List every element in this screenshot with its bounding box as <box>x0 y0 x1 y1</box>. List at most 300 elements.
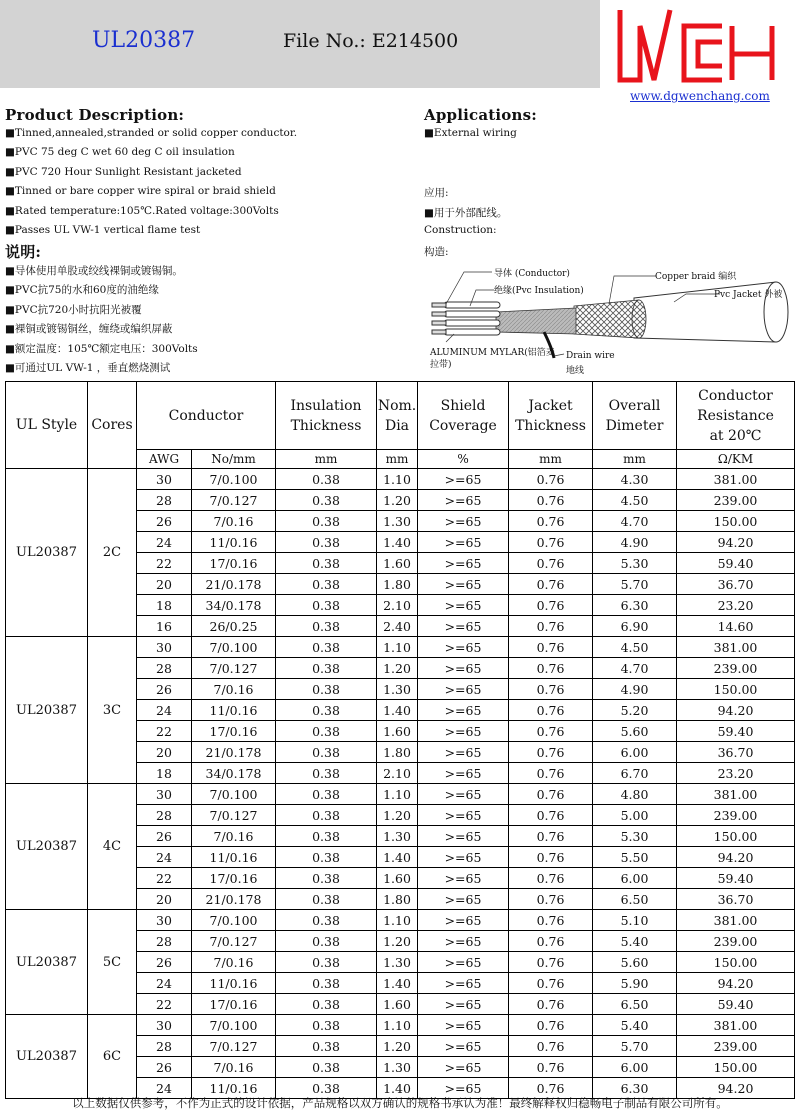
cell-overall: 4.50 <box>593 490 677 511</box>
cell-awg: 28 <box>137 805 192 826</box>
cell-resistance: 381.00 <box>677 637 795 658</box>
cell-ul-style: UL20387 <box>6 469 88 637</box>
cell-insulation: 0.38 <box>276 784 377 805</box>
cell-insulation: 0.38 <box>276 469 377 490</box>
cell-resistance: 36.70 <box>677 742 795 763</box>
cn-desc-item: ■额定温度：105℃额定电压：300Volts <box>5 343 198 355</box>
cell-awg: 24 <box>137 700 192 721</box>
cell-jacket: 0.76 <box>509 574 593 595</box>
cell-resistance: 59.40 <box>677 994 795 1015</box>
cell-insulation: 0.38 <box>276 973 377 994</box>
cell-nom-dia: 1.10 <box>377 784 418 805</box>
cell-awg: 20 <box>137 742 192 763</box>
cable-construction-diagram <box>424 262 794 378</box>
cell-strand: 7/0.16 <box>192 826 276 847</box>
cell-strand: 11/0.16 <box>192 847 276 868</box>
cell-nom-dia: 1.30 <box>377 1057 418 1078</box>
cell-shield: >=65 <box>418 910 509 931</box>
label-drain-wire: Drain wire <box>566 351 615 361</box>
cell-strand: 7/0.100 <box>192 469 276 490</box>
cell-awg: 24 <box>137 973 192 994</box>
cell-insulation: 0.38 <box>276 1078 377 1099</box>
label-conductor: 导体 (Conductor) <box>494 269 570 279</box>
cell-shield: >=65 <box>418 553 509 574</box>
cell-nom-dia: 1.10 <box>377 637 418 658</box>
cell-resistance: 23.20 <box>677 763 795 784</box>
cell-strand: 21/0.178 <box>192 574 276 595</box>
cell-nom-dia: 1.10 <box>377 1015 418 1036</box>
cell-strand: 7/0.100 <box>192 637 276 658</box>
cell-insulation: 0.38 <box>276 658 377 679</box>
cell-jacket: 0.76 <box>509 721 593 742</box>
cell-shield: >=65 <box>418 721 509 742</box>
cell-cores: 5C <box>88 910 137 1015</box>
cell-nom-dia: 1.80 <box>377 574 418 595</box>
cell-jacket: 0.76 <box>509 763 593 784</box>
cell-awg: 26 <box>137 679 192 700</box>
cell-nom-dia: 1.60 <box>377 868 418 889</box>
cell-shield: >=65 <box>418 952 509 973</box>
cell-shield: >=65 <box>418 574 509 595</box>
cell-shield: >=65 <box>418 637 509 658</box>
cell-insulation: 0.38 <box>276 532 377 553</box>
col-jacket-line2: Thickness <box>515 417 586 434</box>
cell-awg: 24 <box>137 1078 192 1099</box>
cell-resistance: 239.00 <box>677 805 795 826</box>
cell-awg: 24 <box>137 847 192 868</box>
cell-jacket: 0.76 <box>509 1015 593 1036</box>
col-insulation-line1: Insulation <box>290 397 362 414</box>
cell-strand: 7/0.100 <box>192 910 276 931</box>
cell-ul-style: UL20387 <box>6 910 88 1015</box>
cell-strand: 11/0.16 <box>192 532 276 553</box>
cell-jacket: 0.76 <box>509 511 593 532</box>
cell-jacket: 0.76 <box>509 910 593 931</box>
cell-jacket: 0.76 <box>509 994 593 1015</box>
table-row <box>6 1015 795 1036</box>
cell-overall: 6.50 <box>593 994 677 1015</box>
cell-shield: >=65 <box>418 1036 509 1057</box>
cell-shield: >=65 <box>418 490 509 511</box>
cell-shield: >=65 <box>418 889 509 910</box>
cell-strand: 7/0.127 <box>192 1036 276 1057</box>
desc-item: ■Rated temperature:105℃.Rated voltage:300Volts <box>5 205 279 217</box>
cell-resistance: 239.00 <box>677 931 795 952</box>
unit-insulation: mm <box>276 450 377 469</box>
cell-overall: 6.50 <box>593 889 677 910</box>
cell-strand: 7/0.127 <box>192 805 276 826</box>
cell-overall: 6.00 <box>593 868 677 889</box>
cell-overall: 5.40 <box>593 1015 677 1036</box>
desc-item: ■Passes UL VW-1 vertical flame test <box>5 224 201 236</box>
cell-jacket: 0.76 <box>509 616 593 637</box>
desc-item: ■Tinned or bare copper wire spiral or braid shield <box>5 185 276 197</box>
cell-resistance: 150.00 <box>677 952 795 973</box>
cell-resistance: 239.00 <box>677 658 795 679</box>
cell-shield: >=65 <box>418 931 509 952</box>
cell-strand: 21/0.178 <box>192 889 276 910</box>
cell-strand: 11/0.16 <box>192 1078 276 1099</box>
cell-resistance: 150.00 <box>677 511 795 532</box>
cell-awg: 18 <box>137 763 192 784</box>
cell-overall: 5.60 <box>593 952 677 973</box>
col-shield-line2: Coverage <box>429 417 497 434</box>
cell-awg: 20 <box>137 889 192 910</box>
cell-overall: 5.10 <box>593 910 677 931</box>
unit-jacket: mm <box>509 450 593 469</box>
cell-resistance: 381.00 <box>677 784 795 805</box>
col-nom-line2: Dia <box>384 417 410 434</box>
cn-desc-item: ■PVC抗75的水和60度的油绝缘 <box>5 284 159 296</box>
cell-overall: 5.60 <box>593 721 677 742</box>
cell-shield: >=65 <box>418 1057 509 1078</box>
cell-nom-dia: 1.40 <box>377 1078 418 1099</box>
company-logo <box>612 4 780 86</box>
cell-resistance: 94.20 <box>677 847 795 868</box>
cell-jacket: 0.76 <box>509 658 593 679</box>
cell-jacket: 0.76 <box>509 868 593 889</box>
col-insulation-line2: Thickness <box>290 417 362 434</box>
table-row <box>6 469 795 490</box>
cell-awg: 26 <box>137 952 192 973</box>
cell-nom-dia: 1.10 <box>377 469 418 490</box>
construction-heading: Construction: <box>424 224 497 236</box>
cell-insulation: 0.38 <box>276 490 377 511</box>
label-mylar: ALUMINUM MYLAR(铝箔麦 <box>430 348 555 358</box>
cell-jacket: 0.76 <box>509 742 593 763</box>
label-braid: Copper braid 编织 <box>655 272 737 282</box>
cell-jacket: 0.76 <box>509 1078 593 1099</box>
cell-awg: 22 <box>137 553 192 574</box>
cell-insulation: 0.38 <box>276 637 377 658</box>
cell-nom-dia: 1.40 <box>377 973 418 994</box>
cell-nom-dia: 1.40 <box>377 700 418 721</box>
cell-nom-dia: 1.20 <box>377 490 418 511</box>
col-resistance <box>677 382 795 450</box>
cn-desc-item: ■PVC抗720小时抗阳光被覆 <box>5 304 142 316</box>
cell-strand: 7/0.127 <box>192 658 276 679</box>
cell-resistance: 150.00 <box>677 679 795 700</box>
col-shield <box>418 382 509 450</box>
cell-resistance: 94.20 <box>677 532 795 553</box>
cell-overall: 5.20 <box>593 700 677 721</box>
cell-shield: >=65 <box>418 868 509 889</box>
cell-overall: 4.90 <box>593 532 677 553</box>
col-cores: Cores <box>88 382 137 469</box>
cell-awg: 26 <box>137 511 192 532</box>
cell-resistance: 94.20 <box>677 973 795 994</box>
col-ul-style: UL Style <box>6 382 88 469</box>
cell-resistance: 94.20 <box>677 700 795 721</box>
unit-shield: % <box>418 450 509 469</box>
unit-awg: AWG <box>137 450 192 469</box>
unit-no-mm: No/mm <box>192 450 276 469</box>
cell-shield: >=65 <box>418 532 509 553</box>
cell-resistance: 239.00 <box>677 1036 795 1057</box>
table-header-row <box>6 382 795 450</box>
cell-awg: 16 <box>137 616 192 637</box>
specification-table-body <box>6 469 795 1099</box>
product-description-heading: Product Description: <box>5 106 185 124</box>
cell-insulation: 0.38 <box>276 616 377 637</box>
cell-nom-dia: 1.10 <box>377 910 418 931</box>
disclaimer-footer: 以上数据仅供参考，不作为正式的设计依据，产品规格以双方确认的规格书承认为准！最终解释权归稳畅电子制品有限公司所有。 <box>72 1096 728 1110</box>
cell-strand: 17/0.16 <box>192 721 276 742</box>
cell-shield: >=65 <box>418 742 509 763</box>
col-overall <box>593 382 677 450</box>
cell-shield: >=65 <box>418 784 509 805</box>
cell-jacket: 0.76 <box>509 1057 593 1078</box>
cell-nom-dia: 1.20 <box>377 931 418 952</box>
col-nom-dia <box>377 382 418 450</box>
desc-item: ■PVC 720 Hour Sunlight Resistant jacketed <box>5 166 242 178</box>
cell-nom-dia: 2.10 <box>377 595 418 616</box>
cell-overall: 4.30 <box>593 469 677 490</box>
cell-shield: >=65 <box>418 658 509 679</box>
cell-nom-dia: 1.20 <box>377 1036 418 1057</box>
cell-strand: 11/0.16 <box>192 700 276 721</box>
cell-insulation: 0.38 <box>276 553 377 574</box>
col-overall-line2: Dimeter <box>605 417 664 434</box>
application-item: ■External wiring <box>424 127 517 139</box>
cell-insulation: 0.38 <box>276 805 377 826</box>
col-nom-line1: Nom. <box>377 397 417 414</box>
cell-strand: 7/0.100 <box>192 784 276 805</box>
cell-strand: 26/0.25 <box>192 616 276 637</box>
cell-awg: 30 <box>137 637 192 658</box>
cell-awg: 28 <box>137 658 192 679</box>
cell-strand: 7/0.16 <box>192 679 276 700</box>
cell-overall: 5.90 <box>593 973 677 994</box>
cell-nom-dia: 1.80 <box>377 889 418 910</box>
col-resistance-line3: at 20℃ <box>709 427 762 444</box>
cell-jacket: 0.76 <box>509 805 593 826</box>
cell-awg: 18 <box>137 595 192 616</box>
label-insulation: 绝缘(Pvc Insulation) <box>494 286 584 296</box>
cell-nom-dia: 1.30 <box>377 679 418 700</box>
cell-strand: 17/0.16 <box>192 553 276 574</box>
cell-nom-dia: 2.10 <box>377 763 418 784</box>
cell-resistance: 239.00 <box>677 490 795 511</box>
cell-ul-style: UL20387 <box>6 637 88 784</box>
cell-shield: >=65 <box>418 994 509 1015</box>
cell-awg: 28 <box>137 931 192 952</box>
cell-overall: 5.70 <box>593 1036 677 1057</box>
cell-strand: 7/0.100 <box>192 1015 276 1036</box>
cell-awg: 30 <box>137 784 192 805</box>
cn-applications-heading: 应用: <box>424 187 449 199</box>
cell-resistance: 150.00 <box>677 1057 795 1078</box>
cell-nom-dia: 1.40 <box>377 532 418 553</box>
cell-insulation: 0.38 <box>276 574 377 595</box>
cell-ul-style: UL20387 <box>6 784 88 910</box>
cell-jacket: 0.76 <box>509 532 593 553</box>
cell-strand: 7/0.127 <box>192 490 276 511</box>
cell-insulation: 0.38 <box>276 742 377 763</box>
cell-strand: 7/0.16 <box>192 511 276 532</box>
col-jacket <box>509 382 593 450</box>
model-title: UL20387 <box>92 28 196 53</box>
cell-shield: >=65 <box>418 763 509 784</box>
cell-strand: 7/0.16 <box>192 952 276 973</box>
cell-nom-dia: 1.80 <box>377 742 418 763</box>
cell-awg: 22 <box>137 868 192 889</box>
cell-jacket: 0.76 <box>509 1036 593 1057</box>
col-shield-line1: Shield <box>440 397 486 414</box>
cell-jacket: 0.76 <box>509 847 593 868</box>
cell-shield: >=65 <box>418 469 509 490</box>
file-number: File No.: E214500 <box>283 30 459 52</box>
cn-desc-item: ■导体使用单股或绞线裸铜或镀锡铜。 <box>5 265 183 277</box>
cell-nom-dia: 1.20 <box>377 805 418 826</box>
cell-awg: 22 <box>137 994 192 1015</box>
cell-awg: 22 <box>137 721 192 742</box>
table-row <box>6 637 795 658</box>
cn-desc-item: ■可通过UL VW-1 ，垂直燃烧测试 <box>5 362 171 374</box>
cell-overall: 6.00 <box>593 1057 677 1078</box>
cell-nom-dia: 1.40 <box>377 847 418 868</box>
cell-insulation: 0.38 <box>276 994 377 1015</box>
cell-jacket: 0.76 <box>509 595 593 616</box>
cell-cores: 2C <box>88 469 137 637</box>
cell-jacket: 0.76 <box>509 553 593 574</box>
cn-description-heading: 说明: <box>5 243 42 261</box>
cell-overall: 4.80 <box>593 784 677 805</box>
desc-item: ■PVC 75 deg C wet 60 deg C oil insulation <box>5 146 235 158</box>
cell-insulation: 0.38 <box>276 826 377 847</box>
cell-insulation: 0.38 <box>276 763 377 784</box>
specification-table <box>5 381 795 1099</box>
cell-nom-dia: 1.60 <box>377 553 418 574</box>
label-jacket: Pvc Jacket 外被 <box>714 290 783 300</box>
unit-nom-dia: mm <box>377 450 418 469</box>
cn-application-item: ■用于外部配线。 <box>424 207 508 219</box>
cell-strand: 17/0.16 <box>192 868 276 889</box>
cell-nom-dia: 1.30 <box>377 826 418 847</box>
cell-overall: 6.90 <box>593 616 677 637</box>
cell-cores: 4C <box>88 784 137 910</box>
cell-overall: 5.30 <box>593 553 677 574</box>
cell-awg: 30 <box>137 1015 192 1036</box>
cell-resistance: 59.40 <box>677 721 795 742</box>
cell-insulation: 0.38 <box>276 868 377 889</box>
cell-resistance: 150.00 <box>677 826 795 847</box>
col-resistance-line1: Conductor <box>698 387 773 404</box>
cell-insulation: 0.38 <box>276 679 377 700</box>
cell-awg: 30 <box>137 469 192 490</box>
cell-overall: 4.70 <box>593 658 677 679</box>
cell-shield: >=65 <box>418 973 509 994</box>
cell-jacket: 0.76 <box>509 952 593 973</box>
cn-construction-heading: 构造: <box>424 246 449 258</box>
cell-overall: 6.00 <box>593 742 677 763</box>
cell-awg: 24 <box>137 532 192 553</box>
cell-jacket: 0.76 <box>509 490 593 511</box>
cell-awg: 28 <box>137 1036 192 1057</box>
col-insulation <box>276 382 377 450</box>
cell-nom-dia: 1.30 <box>377 511 418 532</box>
cell-resistance: 381.00 <box>677 469 795 490</box>
table-row <box>6 910 795 931</box>
cell-strand: 7/0.127 <box>192 931 276 952</box>
cell-strand: 21/0.178 <box>192 742 276 763</box>
cell-resistance: 94.20 <box>677 1078 795 1099</box>
cell-shield: >=65 <box>418 511 509 532</box>
desc-item: ■Tinned,annealed,stranded or solid copper conductor. <box>5 127 298 139</box>
cell-awg: 28 <box>137 490 192 511</box>
cell-insulation: 0.38 <box>276 1057 377 1078</box>
cell-jacket: 0.76 <box>509 889 593 910</box>
cell-ul-style: UL20387 <box>6 1015 88 1099</box>
cell-shield: >=65 <box>418 826 509 847</box>
cell-insulation: 0.38 <box>276 847 377 868</box>
cell-overall: 6.30 <box>593 595 677 616</box>
cell-overall: 4.50 <box>593 637 677 658</box>
cell-overall: 4.90 <box>593 679 677 700</box>
cell-jacket: 0.76 <box>509 784 593 805</box>
cell-shield: >=65 <box>418 595 509 616</box>
cell-resistance: 36.70 <box>677 889 795 910</box>
cell-shield: >=65 <box>418 679 509 700</box>
cell-jacket: 0.76 <box>509 679 593 700</box>
cell-shield: >=65 <box>418 847 509 868</box>
cell-overall: 5.50 <box>593 847 677 868</box>
cn-desc-item: ■裸铜或镀锡铜丝，缠绕或编织屏蔽 <box>5 323 173 335</box>
cell-nom-dia: 1.60 <box>377 994 418 1015</box>
cell-insulation: 0.38 <box>276 889 377 910</box>
cell-nom-dia: 2.40 <box>377 616 418 637</box>
cell-resistance: 23.20 <box>677 595 795 616</box>
cell-insulation: 0.38 <box>276 1036 377 1057</box>
cell-jacket: 0.76 <box>509 637 593 658</box>
cell-awg: 20 <box>137 574 192 595</box>
cell-strand: 7/0.16 <box>192 1057 276 1078</box>
col-jacket-line1: Jacket <box>528 397 573 414</box>
cell-shield: >=65 <box>418 1015 509 1036</box>
cell-overall: 6.30 <box>593 1078 677 1099</box>
cell-insulation: 0.38 <box>276 511 377 532</box>
cell-overall: 5.00 <box>593 805 677 826</box>
cell-overall: 5.40 <box>593 931 677 952</box>
cell-shield: >=65 <box>418 805 509 826</box>
cell-shield: >=65 <box>418 1078 509 1099</box>
cell-resistance: 59.40 <box>677 553 795 574</box>
cell-nom-dia: 1.60 <box>377 721 418 742</box>
cell-insulation: 0.38 <box>276 595 377 616</box>
label-drain-wire-cn: 地线 <box>566 366 585 376</box>
cell-nom-dia: 1.30 <box>377 952 418 973</box>
cell-overall: 5.70 <box>593 574 677 595</box>
cell-strand: 17/0.16 <box>192 994 276 1015</box>
cell-resistance: 36.70 <box>677 574 795 595</box>
cell-insulation: 0.38 <box>276 931 377 952</box>
cell-jacket: 0.76 <box>509 469 593 490</box>
website-link[interactable]: www.dgwenchang.com <box>630 89 770 103</box>
cell-overall: 5.30 <box>593 826 677 847</box>
cell-shield: >=65 <box>418 616 509 637</box>
col-conductor: Conductor <box>137 382 276 450</box>
col-overall-line1: Overall <box>608 397 661 414</box>
cell-insulation: 0.38 <box>276 910 377 931</box>
table-row <box>6 784 795 805</box>
cell-cores: 6C <box>88 1015 137 1099</box>
applications-heading: Applications: <box>424 106 537 124</box>
cell-strand: 34/0.178 <box>192 595 276 616</box>
cell-strand: 11/0.16 <box>192 973 276 994</box>
unit-resistance: Ω/KM <box>677 450 795 469</box>
cell-resistance: 381.00 <box>677 910 795 931</box>
cell-resistance: 59.40 <box>677 868 795 889</box>
